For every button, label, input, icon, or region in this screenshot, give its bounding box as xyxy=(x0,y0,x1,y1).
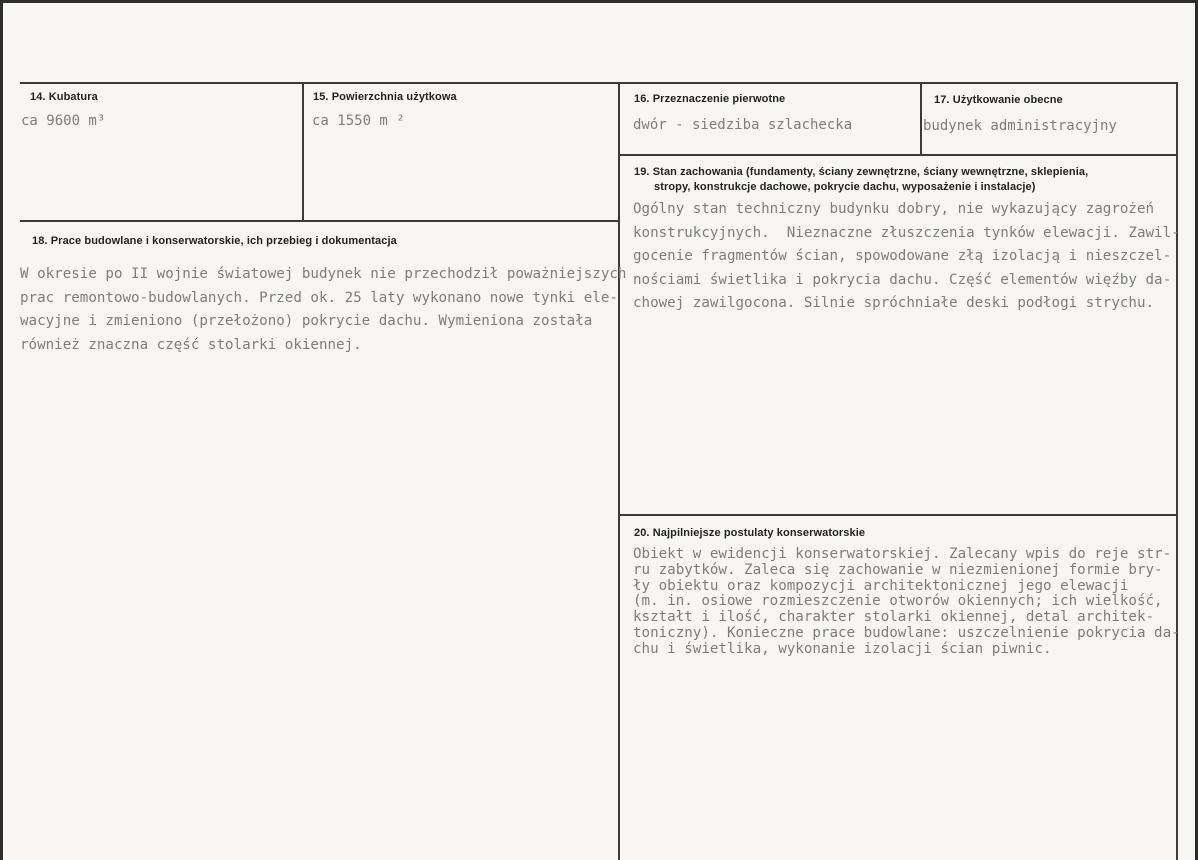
divider-16-17 xyxy=(920,82,922,154)
top-rule xyxy=(20,82,1178,84)
center-divider xyxy=(618,82,620,860)
postulaty-line: ru zabytków. Zaleca się zachowanie w niezmienionej formie bry- xyxy=(633,561,1163,578)
postulaty-line: ły obiektu oraz kompozycji architektonicznej jego elewacji xyxy=(633,577,1129,594)
stan-line: konstrukcyjnych. Nieznaczne złuszczenia tynków elewacji. Zawil- xyxy=(633,224,1180,241)
prace-line: prac remontowo-budowlanych. Przed ok. 25 laty wykonano nowe tynki ele- xyxy=(20,289,618,306)
stan-line: Ogólny stan techniczny budynku dobry, nie wykazujący zagrożeń xyxy=(633,201,1155,217)
rule-under-19 xyxy=(620,514,1178,516)
postulaty-line: toniczny). Konieczne prace budowlane: uszczelnienie pokrycia da- xyxy=(633,624,1180,641)
prace-text xyxy=(20,263,626,357)
przeznaczenie-label: 16. Przeznaczenie pierwotne xyxy=(634,93,786,105)
divider-14-15 xyxy=(302,82,304,222)
rule-under-14-15 xyxy=(20,220,620,222)
postulaty-line: kształt i ilość, charakter stolarki okiennej, detal architek- xyxy=(633,609,1155,626)
postulaty-line: (m. in. osiowe rozmieszczenie otworów okiennych; ich wielkość, xyxy=(633,593,1163,610)
prace-line: W okresie po II wojnie światowej budynek nie przechodził poważniejszych xyxy=(20,266,627,282)
postulaty-text xyxy=(633,547,1180,658)
przeznaczenie-value: dwór - siedziba szlachecka xyxy=(633,117,853,133)
stan-label-line1: 19. Stan zachowania (fundamenty, ściany zewnętrzne, ściany wewnętrzne, sklepienia, xyxy=(634,166,1089,178)
stan-text xyxy=(633,198,1180,316)
prace-line: wacyjne i zmieniono (przełożono) pokrycie dachu. Wymieniona została xyxy=(20,313,593,329)
postulaty-line: Obiekt w ewidencji konserwatorskiej. Zalecany wpis do reje str- xyxy=(633,546,1172,562)
uzytkowanie-label: 17. Użytkowanie obecne xyxy=(934,94,1063,106)
uzytkowanie-value: budynek administracyjny xyxy=(923,118,1117,134)
stan-label-line2: stropy, konstrukcje dachowe, pokrycie dachu, wyposażenie i instalacje) xyxy=(654,181,1036,193)
stan-line: gocenie fragmentów ścian, spowodowane złą izolacją i nieszczel- xyxy=(633,248,1172,264)
kubatura-label: 14. Kubatura xyxy=(30,91,98,103)
card-edge-top xyxy=(0,0,1198,3)
card-edge-left xyxy=(0,0,3,860)
postulaty-line: chu i świetlika, wykonanie izolacji ścian piwnic. xyxy=(633,640,1052,657)
stan-line: nościami świetlika i pokrycia dachu. Część elementów więźby da- xyxy=(633,271,1172,288)
postulaty-label: 20. Najpilniejsze postulaty konserwatorskie xyxy=(634,527,866,539)
prace-label: 18. Prace budowlane i konserwatorskie, ich przebieg i dokumentacja xyxy=(32,235,397,247)
powierzchnia-label: 15. Powierzchnia użytkowa xyxy=(313,91,457,103)
prace-line: również znaczna część stolarki okiennej. xyxy=(20,336,362,353)
powierzchnia-value: ca 1550 m ² xyxy=(312,113,405,129)
rule-under-16-17 xyxy=(620,154,1178,156)
stan-line: chowej zawilgocona. Silnie spróchniałe deski podłogi strychu. xyxy=(633,295,1155,311)
kubatura-value: ca 9600 m³ xyxy=(21,113,106,129)
